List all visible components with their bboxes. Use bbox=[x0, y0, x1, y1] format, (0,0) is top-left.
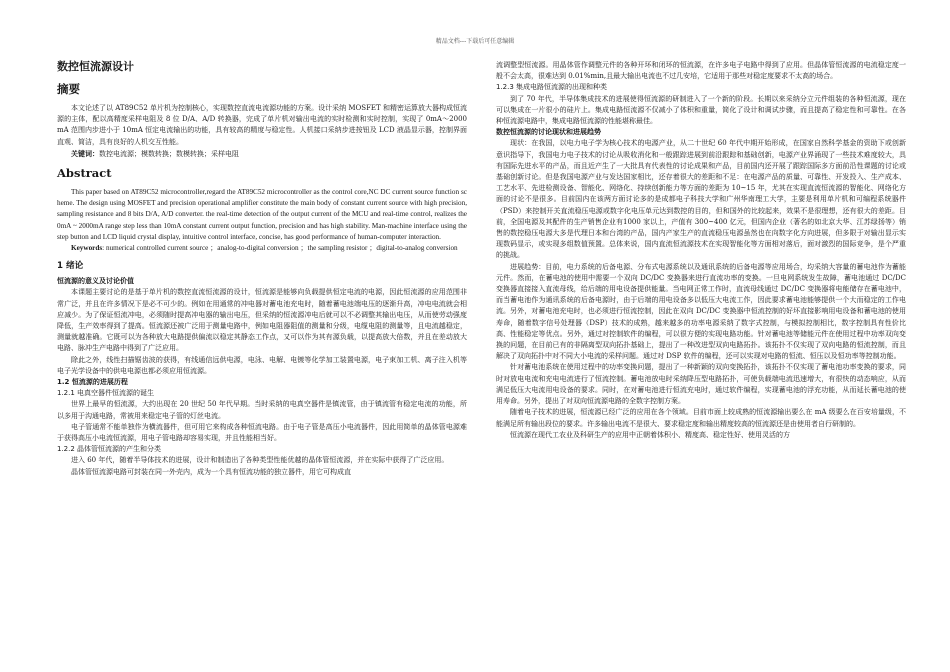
section-1-1-paragraph-2: 除此之外，线性扫描锯齿波的获得，有线通信远供电源，电泳、电解、电镀等化学加工装置电源，电子束加工机、离子注入机等电子光学设备中的供电电源也都必须应用恒流源。 bbox=[57, 355, 467, 375]
section-1-2-1-paragraph-1: 世界上最早的恒流源，大约出现在 20 世纪 50 年代早期。当时采纳的电真空器件是镇流管，由于镇流管有稳定电流的功能，所以多用于沟通电路，常被用来稳定电子管的灯丝电流。 bbox=[57, 400, 467, 420]
abstract-en-heading: Abstract bbox=[57, 166, 112, 181]
keywords-en bbox=[57, 243, 467, 254]
status-paragraph-3: 针对蓄电池系统在使用过程中的功率变换问题，提出了一种新颖的双向变换拓扑，该拓扑不仅实现了蓄电池功率变换的要求，同时对放电电流和充电电流进行了恒流控制。蓄电池放电时采纳降压型电路拓扑，可使负载端电流迅速增大，有很快的动态响应，从而满足低压大电流用电设备的要求。同时，在对蓄电池进行恒流充电时，通过软件编程，实现蓄电池的浮充功能，从而延长蓄电池的使用寿命。另外，提出了对双向恒流源电路的全数字控制方案。 bbox=[496, 363, 906, 406]
right-column bbox=[496, 60, 906, 441]
continued-paragraph: 流调整型恒流源。用晶体管作调整元件的各种开环和闭环的恒流源，在许多电子电路中得到了应用。但晶体管恒流源的电流稳定度一般不会太高，很难达到 0.01%min,且最大输出电流也不过几安培，它适用于那些对稳定度要求不太高的场合。 bbox=[496, 61, 906, 81]
left-column bbox=[57, 60, 467, 478]
abstract-heading: 摘要 bbox=[57, 82, 80, 96]
status-paragraph-1: 现状：在我国，以电力电子学为核心技术的电源产业，从二十世纪 60 年代中期开始形成，在国家自然科学基金的资助下或创新意识指导下，我国电力电子技术的讨论从吸收消化和一般跟踪进展到前沿跟踪和基础创新，电源产业界涌现了一些技术难度较大，具有国际先进水平的产品，而且近产生了一大批具有代表性的讨论成果和产品，目前国内还开展了跟踪国际多方面前沿性课题的讨论或基础创新讨论。但是我国电源产业与发达国家相比，还存着很大的差距和不足：在电源产品的质量、可靠性、开发投入、生产成本、工艺水平、先进检测设备、智能化、网络化、持续创新能力等方面的差距为 10~15 年，尤其在实现直流恒流源的智能化、网络化方面的讨论不是很多。目前国内在该两方面讨论多的是成都电子科技大学和广州华南理工大学，主要是利用单片机和可编程系统器件（PSD）来控制开关直流稳压电源或数字化电压单元达到数控的目的，但和国外的比较起来，效果不是很理想，还有很大的差距。目前，全国电源及其配件的生产销售企业有1000 家以上，产值有 300~400 亿元，但国内企业（著名的如北京大华、江苏绿扬等）销售的数控稳压电源大多是代理日本和台湾的产品，国内产家生产的直流稳压电源虽然也在向数字化方向进展，但多限于对输出显示实现数码显示，或实现多组数值预置。总体来说，国内直流恒流源技术在实现智能化等方面相对落后，面对激烈的国际竞争，是个严重的挑战。 bbox=[496, 139, 906, 260]
keywords-cn-label: 关键词： bbox=[71, 148, 99, 158]
section-1-heading: 1 绪论 bbox=[57, 261, 84, 272]
section-1-2-1-heading: 1.2.1 电真空器件恒流源的诞生 bbox=[57, 389, 155, 398]
abstract-cn-paragraph: 本文论述了以 AT89C52 单片机为控制核心，实现数控直流电流源功能的方案。设计采纳 MOSFET 和精密运算放大器构成恒流源的主体，配以高精度采样电阻及 8 位 D/A、A/D 转换器，完成了单片机对输出电流的实时检测和实时控制，实现了 0mA～2000mA 范围内步进小于 10mA 恒定电流输出的功能，具有较高的精度与稳定性。人机接口采纳步进按钮及 LCD 液晶显示器，控制界面直观、简洁，具有良好的人机交互性能。 bbox=[57, 104, 467, 146]
section-1-2-heading: 1.2 恒流源的进展历程 bbox=[57, 378, 128, 387]
keywords-en-label: Keywords bbox=[71, 244, 103, 253]
document-title: 数控恒流源设计 bbox=[57, 60, 134, 73]
section-1-2-3-heading: 1.2.3 集成电路恒流源的出现和种类 bbox=[496, 83, 608, 92]
status-paragraph-5: 恒流源在现代工农业及科研生产的应用中正朝着体积小、精度高、稳定性好、使用灵活的方 bbox=[510, 430, 790, 439]
section-1-2-2-paragraph-2: 晶体管恒流源电路可封装在同一外壳内，成为一个具有恒流功能的独立器件，用它可构成直 bbox=[71, 467, 351, 476]
keywords-en-text: : numerical controlled current source ；analog-to-digital conversion ；the sampling resistor ；digital-to-analog conversion bbox=[102, 244, 458, 253]
section-1-2-1-paragraph-2: 电子管通常不能单独作为横流器件，但可用它来构成各种恒流电路。由于电子管是高压小电流器件，因此用简单的晶体管电源难于获得高压小电流恒流源，用电子管电路却容易实现，并且性能相当好。 bbox=[57, 422, 467, 443]
keywords-cn-text: 数控电流源；模数转换；数模转换；采样电阻 bbox=[99, 149, 239, 158]
section-1-2-2-heading: 1.2.2 晶体管恒流源的产生和分类 bbox=[57, 445, 162, 454]
status-paragraph-2: 进展趋势：目前，电力系统的后备电源、分布式电源系统以及通讯系统的后备电源等应用场合，均采纳大容量的蓄电池作为蓄能元件。然而，在蓄电池的使用中需要一个双向 DC/DC 变换器来进行直流功率的变换。一旦电网系统发生故障，蓄电池通过 DC/DC 变换器直接接入直流母线，给后端的用电设备提供能量。当电网正常工作时，直流母线通过 DC/DC 变换器将电能储存在蓄电池中，而当蓄电池作为通讯系统的后备电源时，由于后端的用电设备多以低压大电流工作，因此要求蓄电池能够提供一个大而稳定的工作电流。另外，对蓄电池充电时，也必须进行恒流控制，因此在双向 DC/DC 变换器中恒流控制的好坏直接影响用电设备和蓄电池的使用寿命，随着数字信号处理器（DSP）技术的成熟，越来越多的功率电源采纳了数字式控制，与模拟控制相比，数字控制具有性价比高、性能稳定等优点。另外，通过对控制软件的编程，可以很方便的实现电路功能。针对蓄电池等储能元件在使用过程中功率双向变换的问题，在目前已有的非隔离型双向拓扑基础上，提出了一种改进型双向电路拓扑。该拓扑不仅实现了双向电路的恒流控制，而且解决了双向拓扑中对不同大小电流的采样问题。通过对 DSP 软件的编程，还可以实现对电路的恒流、恒压以及恒功率等控制功能。 bbox=[496, 262, 906, 361]
abstract-en-paragraph: This paper based on AT89C52 microcontroller,regard the AT89C52 microcontroller as the control core,NC DC current source function scheme. The design using MOSFET and precision operational amplifier constitute the main body of constant current source with high precision, sampling resistance and 8 bits D/A, A/D converter. the real-time detection of the output current of the MCU and real-time control, realizes the 0mA ~ 2000mA range step less than 10mA constant current output function, precision and has high stability. Man-machine interface using the step button and LCD liquid crystal display, intuitive control interface, concise, has good performance of human-computer interaction. bbox=[57, 188, 467, 241]
page-header: 精品文档---下载后可任意编辑 bbox=[435, 38, 515, 45]
section-1-1-heading: 恒流源的意义及讨论价值 bbox=[57, 277, 134, 286]
section-1-2-2-paragraph-1: 进入 60 年代，随着半导体技术的进展，设计和制造出了各种类型性能优越的晶体管恒流源，并在实际中获得了广泛应用。 bbox=[71, 456, 449, 465]
section-1-2-3-paragraph: 到了 70 年代，半导体集成技术的进展使得恒流源的研制进入了一个新的阶段。长期以来采纳分立元件组装的各种恒流源，现在可以集成在一片很小的硅片上。集成电路恒流源不仅减小了体积和重量，简化了设计和调试步骤，而且提高了稳定性和可靠性。在各种恒流源电路中，集成电路恒流源的性能堪称最佳。 bbox=[496, 94, 906, 126]
keywords-cn bbox=[57, 148, 467, 160]
section-1-1-paragraph-1: 本课题主要讨论的是基于单片机的数控直流恒流源的设计，恒流源是能够向负载提供恒定电流的电源，因此恒流源的应用范围非常广泛，并且在许多情况下是必不可少的。例如在用通常的冲电器对蓄电池充电时，随着蓄电池端电压的逐渐升高，冲电电流就会相应减少。为了保证恒流冲电，必须随时提高冲电器的输出电压，但采纳的恒流源冲电后就可以不必调整其输出电压，从而使劳动强度降低，生产效率得到了提高。恒流源还被广泛用于测量电路中，例如电阻器阻值的测量和分级，电缆电阻的测量等，且电流越稳定，测量就越准确。它既可以为各种放大电路提供偏流以稳定其静态工作点，又可以作为其有源负载，以提高放大倍数，并且在差动放大电路、脉冲生产电路中得到了广泛应用。 bbox=[57, 288, 467, 353]
status-paragraph-4: 随着电子技术的进展，恒流源已经广泛的应用在各个领域。目前市面上较成熟的恒流源输出要么在 mA 级要么在百安培量级，不能满足所有输出段位的要求。许多输出电流不是很大、要求稳定度和输出精度较高的恒流源还是由使用者自行研制的。 bbox=[496, 408, 906, 428]
status-heading: 数控恒流源的讨论现状和进展趋势 bbox=[496, 128, 601, 137]
